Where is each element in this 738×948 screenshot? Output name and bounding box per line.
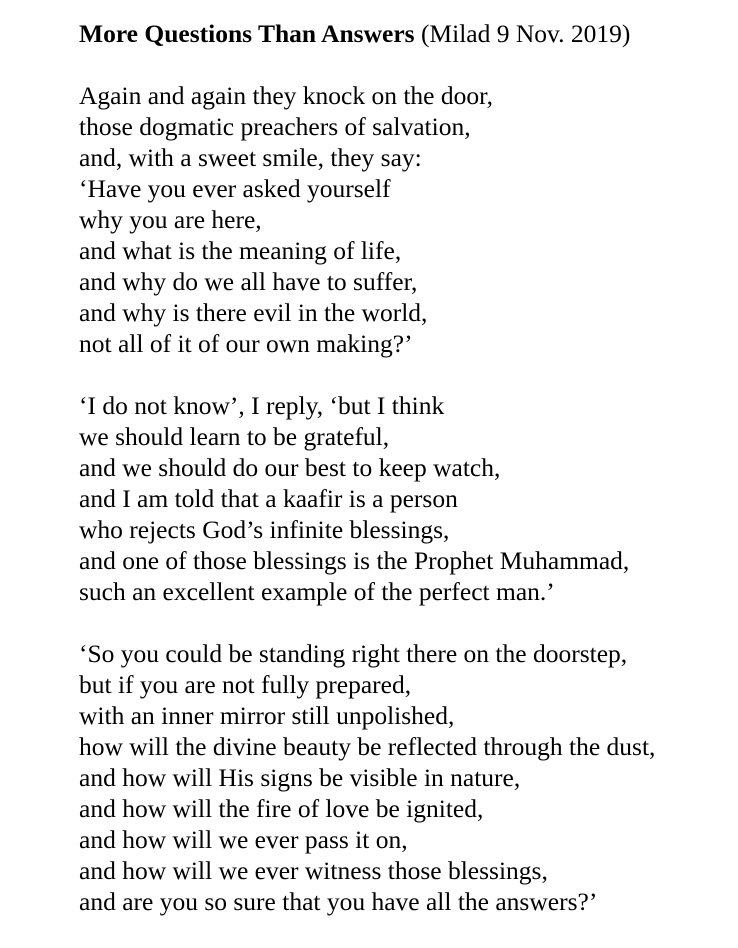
stanza-1-line-2: those dogmatic preachers of salvation, xyxy=(79,112,471,141)
stanza-3 xyxy=(79,638,719,917)
stanza-2-line-2: we should learn to be grateful, xyxy=(79,422,390,451)
stanza-3-line-5: and how will His signs be visible in nature, xyxy=(79,763,521,792)
poem-title: More Questions Than Answers xyxy=(79,19,415,48)
stanza-1-line-4: ‘Have you ever asked yourself xyxy=(79,174,391,203)
poem-title-line xyxy=(79,18,719,49)
stanza-2-line-4: and I am told that a kaafir is a person xyxy=(79,484,458,513)
poem-page xyxy=(79,18,719,917)
stanza-1-line-3: and, with a sweet smile, they say: xyxy=(79,143,422,172)
stanza-2-line-5: who rejects God’s infinite blessings, xyxy=(79,515,450,544)
stanza-1 xyxy=(79,80,719,359)
stanza-3-line-3: with an inner mirror still unpolished, xyxy=(79,701,455,730)
stanza-3-line-2: but if you are not fully prepared, xyxy=(79,670,412,699)
stanza-3-line-9: and are you so sure that you have all the answers?’ xyxy=(79,887,598,916)
stanza-2-line-7: such an excellent example of the perfect man.’ xyxy=(79,577,555,606)
stanza-2-line-1: ‘I do not know’, I reply, ‘but I think xyxy=(79,391,445,420)
stanza-3-line-4: how will the divine beauty be reflected through the dust, xyxy=(79,732,656,761)
stanza-1-line-9: not all of it of our own making?’ xyxy=(79,329,413,358)
stanza-3-line-1: ‘So you could be standing right there on the doorstep, xyxy=(79,639,628,668)
poem-subtitle: (Milad 9 Nov. 2019) xyxy=(420,19,631,48)
stanza-2-line-6: and one of those blessings is the Prophet Muhammad, xyxy=(79,546,630,575)
stanza-3-line-6: and how will the fire of love be ignited, xyxy=(79,794,484,823)
stanza-2-line-3: and we should do our best to keep watch, xyxy=(79,453,501,482)
stanza-3-line-8: and how will we ever witness those blessings, xyxy=(79,856,548,885)
stanza-2 xyxy=(79,390,719,607)
stanza-3-line-7: and how will we ever pass it on, xyxy=(79,825,408,854)
stanza-1-line-8: and why is there evil in the world, xyxy=(79,298,428,327)
stanza-1-line-1: Again and again they knock on the door, xyxy=(79,81,493,110)
stanza-1-line-6: and what is the meaning of life, xyxy=(79,236,402,265)
stanza-1-line-5: why you are here, xyxy=(79,205,262,234)
stanza-1-line-7: and why do we all have to suffer, xyxy=(79,267,418,296)
